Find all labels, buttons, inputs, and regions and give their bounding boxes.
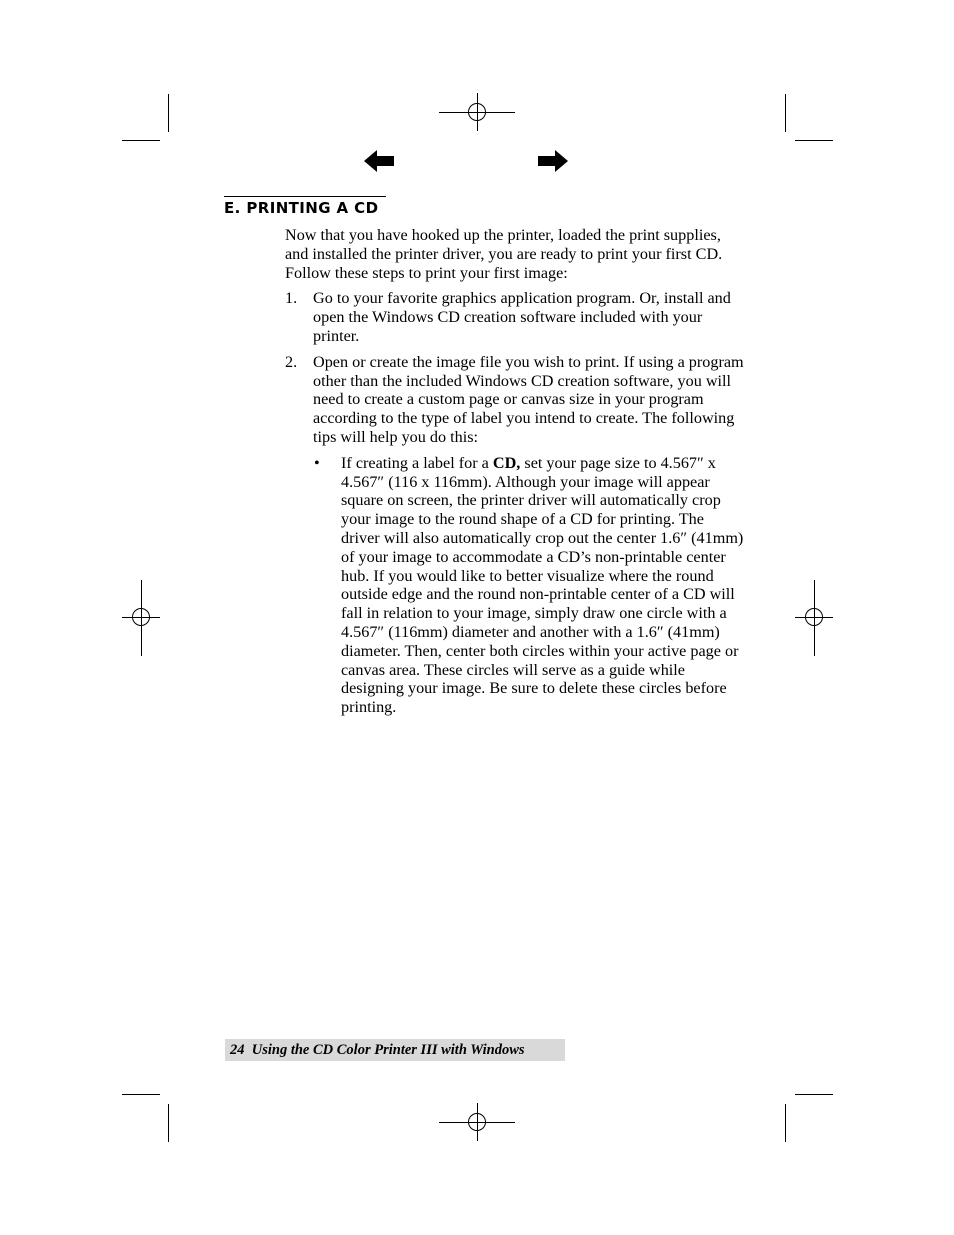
step-text: Open or create the image file you wish to print. If using a program other than the included Windows CD creation software, you will need to create a custom page or canvas size in your program according to the type of label you intend to create. The following tips will help you do this:	[313, 352, 744, 446]
section-heading: E. PRINTING A CD	[224, 199, 379, 217]
step-item	[285, 353, 745, 447]
bullet-text: set your page size to 4.567″ x 4.567″ (116 x 116mm). Although your image will appear square on screen, the printer driver will automatically crop your image to the round shape of a CD for printing. The driver will also automatically crop out the center 1.6″ (41mm) of your image to accommodate a CD’s non-printable center hub. If you would like to better visualize where the round outside edge and the round non-printable center of a CD will fall in relation to your image, simply draw one circle with a 4.567″ (116mm) diameter and another with a 1.6″ (41mm) diameter. Then, center both circles within your active page or canvas area. These circles will serve as a guide while designing your image. Be sure to delete these circles before printing.	[341, 453, 744, 717]
intro-paragraph: Now that you have hooked up the printer, loaded the print supplies, and installed the printer driver, you are ready to print your first CD. Follow these steps to print your first image:	[285, 226, 723, 282]
footer-title: Using the CD Color Printer III with Windows	[251, 1042, 525, 1058]
step-number: 2.	[285, 352, 298, 371]
page-footer	[225, 1039, 565, 1061]
arrow-left-icon[interactable]	[364, 150, 394, 172]
step-text: Go to your favorite graphics application program. Or, install and open the Windows CD creation software included with your printer.	[313, 289, 731, 345]
bullet-marker: •	[314, 453, 320, 472]
bullet-prefix: If creating a label for a	[341, 453, 493, 472]
bullet-item	[285, 454, 745, 717]
section-rule	[224, 196, 386, 197]
step-item	[285, 289, 745, 345]
arrow-right-icon[interactable]	[538, 150, 568, 172]
page-number: 24	[230, 1042, 245, 1058]
step-number: 1.	[285, 289, 298, 308]
bullet-bold-term: CD,	[492, 453, 521, 472]
body-content	[285, 226, 745, 717]
